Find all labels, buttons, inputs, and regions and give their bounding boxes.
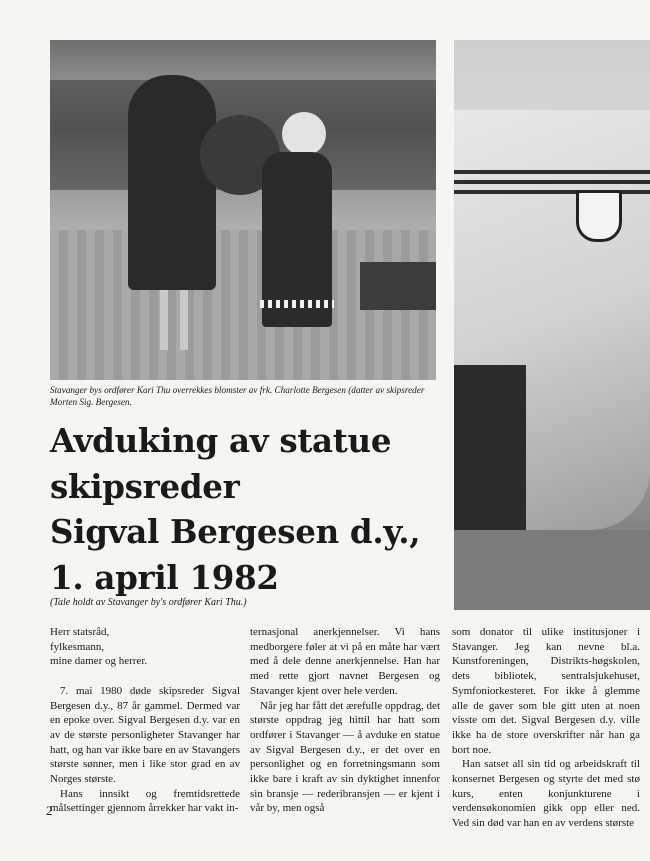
title-line: 1. april 1982 (50, 557, 279, 597)
photo-caption: Stavanger bys ordfører Kari Thu overrekkes blomster av frk. Charlotte Bergesen (datter av skipsreder Morten Sig. Bergesen. (50, 385, 425, 407)
anchor-emblem-icon (576, 190, 622, 242)
page-number: 2 (46, 803, 53, 818)
salutation-line: mine damer og herrer. (50, 655, 148, 668)
paragraph: 7. mai 1980 døde skipsreder Sigval Bergesen d.y., 87 år gammel. Dermed var en epoke over. Sigval Bergesen d.y. var en av de største personligheter Stavanger har hatt, og han var ikke bare en av Stavangers største sønner, men i like stor grad en av Norges største. (50, 684, 240, 786)
paragraph: Når jeg har fått det ærefulle oppdrag, det største oppdrag jeg hittil har hatt som ordfører i Stavanger — å avduke en statue av Sigval Bergesen d.y., er det over en personlighet og en forretningsmann som ikke bare i kraft av sin dyktighet innenfor sin bransje — rederibransjen — er kjent i vår by, men også (250, 699, 440, 815)
text-column-2 (250, 625, 440, 816)
title-line: Avduking av statue (50, 421, 392, 460)
salutation-line: fylkesmann, (50, 640, 105, 653)
title-line: Sigval Bergesen d.y., (50, 512, 421, 551)
text-column-1 (50, 625, 240, 816)
paragraph: som donator til ulike institusjoner i Stavanger. Jeg kan nevne bl.a. Kunstforeningen, Distrikts-høgskolen, dets bibliotek, sentralsjukehuset, Symfoniorkesteret. For ikke å glemme alle de gaver som ble gitt uten at noen visste om det. Sigval Bergesen d.y. ville ikke ha de store overskrifter når han ga bort noe. (452, 626, 640, 756)
photo-ceremony (50, 40, 436, 380)
article-title (50, 418, 450, 600)
paragraph: Han satset all sin tid og arbeidskraft til konsernet Bergesen og styrte det med stø kurs, enten konjunkturene i verdensøkonomien gikk opp eller ned. Ved sin død var han en av verdens største (452, 758, 640, 830)
paragraph: Hans innsikt og fremtidsrettede målsettinger gjennom årrekker har vakt in- (50, 787, 240, 815)
salutation-line: Herr statsråd, (50, 626, 110, 638)
paragraph: ternasjonal anerkjennelser. Vi hans medborgere føler at vi på en måte har vært med å dele denne anerkjennelse. Han har med rette gjort navnet Bergesen og Stavanger kjent over hele verden. (250, 626, 440, 697)
title-line: skipsreder (50, 466, 240, 506)
text-column-3 (452, 625, 640, 831)
photo-ship-bow (454, 40, 650, 610)
article-subtitle: (Tale holdt av Stavanger by's ordfører Kari Thu.) (50, 597, 247, 608)
